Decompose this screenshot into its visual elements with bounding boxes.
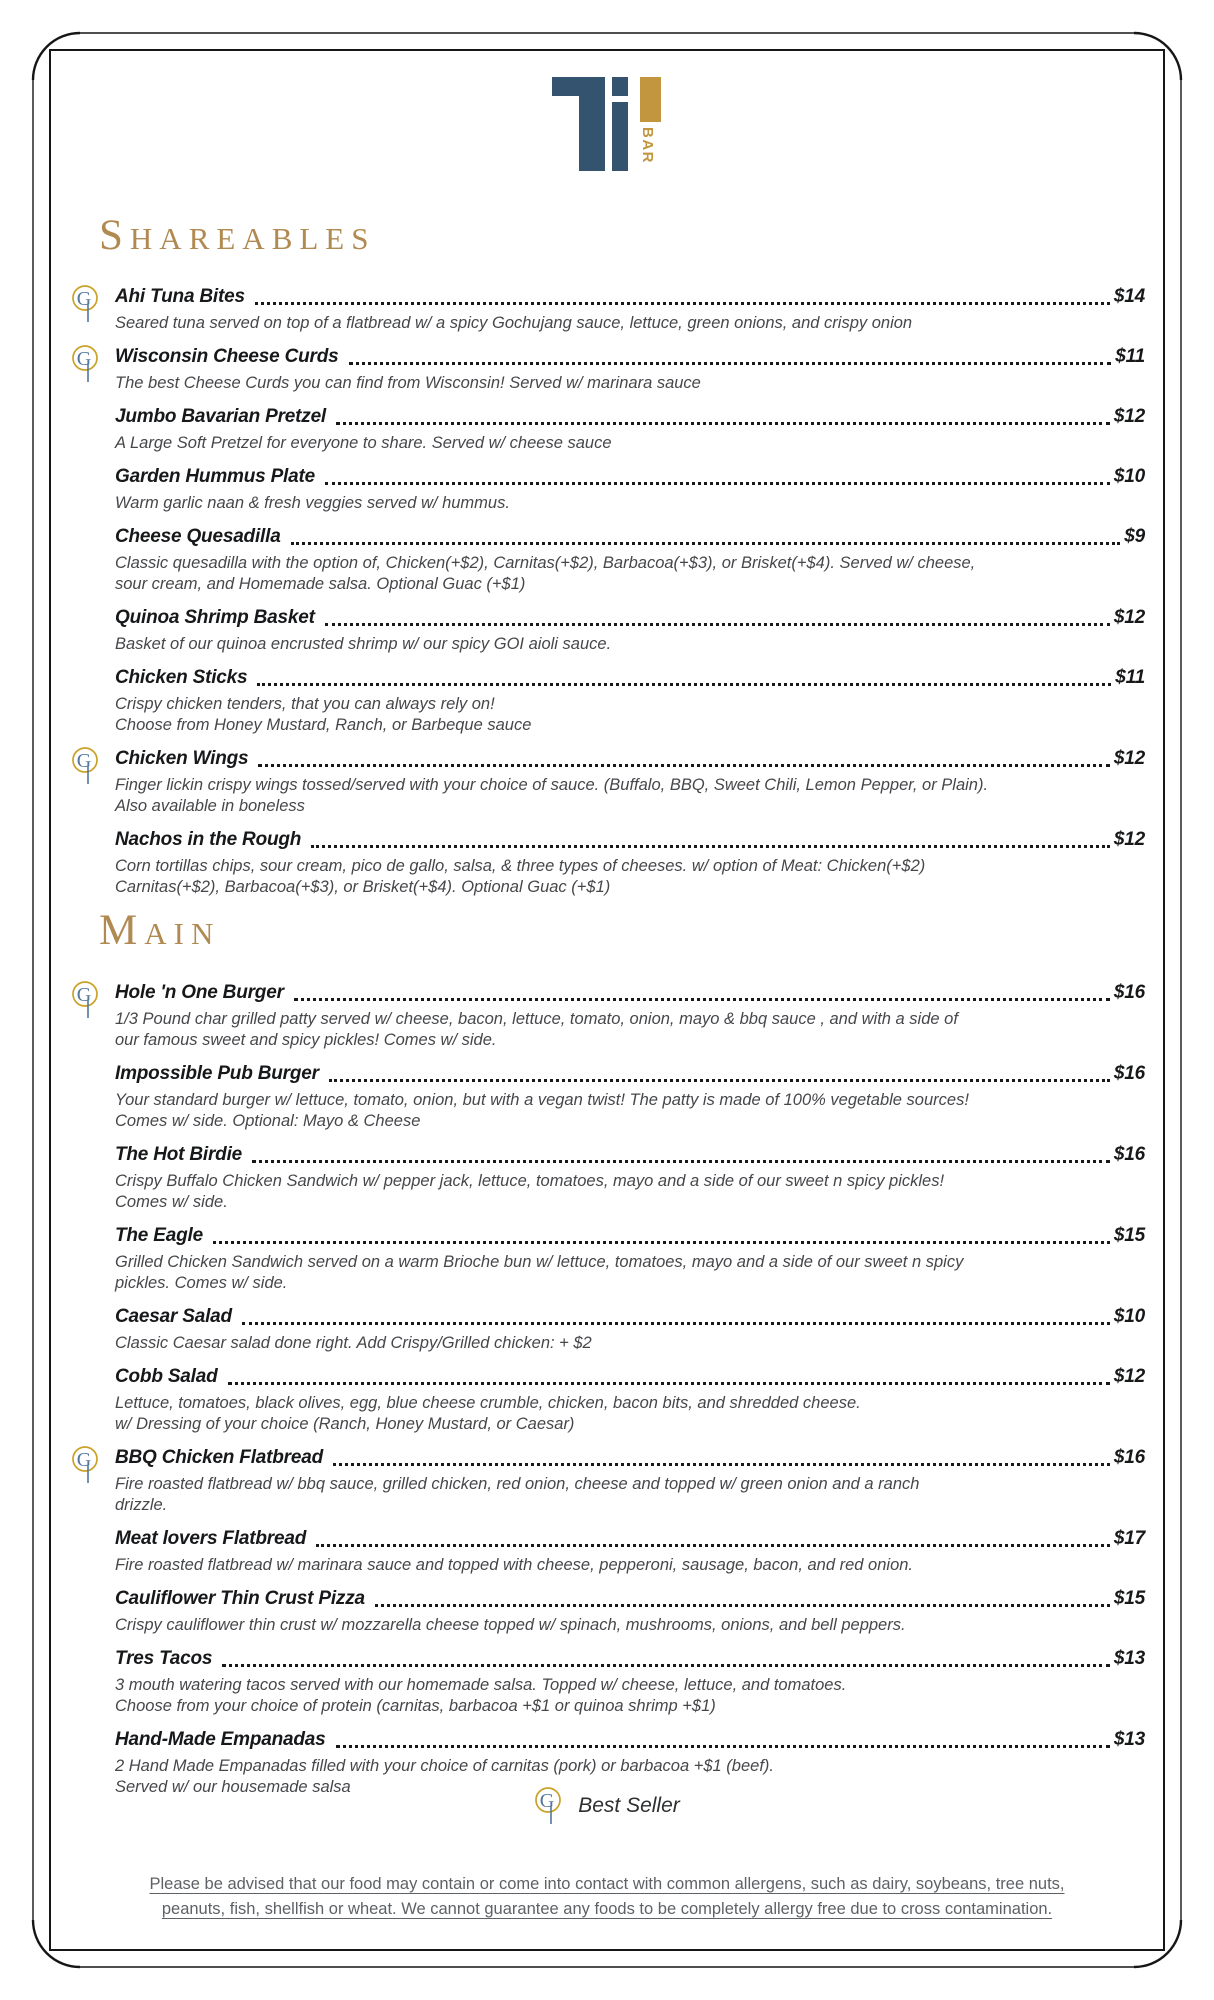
item-title-line [115,604,1145,632]
item-name: Meat lovers Flatbread [115,1527,307,1549]
item-name: Caesar Salad [115,1305,232,1327]
menu-content [76,208,1145,1807]
menu-item [115,1141,1145,1213]
item-description [115,1252,1145,1294]
dotted-leader [325,623,1110,626]
menu-item [115,1222,1145,1294]
best-seller-icon [71,1445,101,1485]
best-seller-icon [534,1786,564,1826]
item-price: $11 [1115,667,1145,689]
menu-item [115,826,1145,898]
svg-text:G: G [76,983,92,1006]
item-description-line: Choose from Honey Mustard, Ranch, or Barbeque sauce [115,716,532,735]
item-title-line [115,403,1145,431]
item-name: Cauliflower Thin Crust Pizza [115,1587,365,1609]
menu-item [76,1444,1145,1516]
item-price: $16 [1113,981,1145,1003]
item-name: Impossible Pub Burger [115,1062,319,1084]
svg-text:G: G [76,750,92,773]
dotted-leader [255,302,1110,305]
item-description [115,1675,1145,1717]
item-title-line [115,343,1145,371]
item-price: $10 [1113,1305,1145,1327]
dotted-leader [311,845,1110,848]
best-seller-icon [71,344,101,384]
item-description [115,1615,1145,1636]
item-description [115,1090,1145,1132]
best-seller-icon [71,284,101,324]
item-title-line [115,463,1145,491]
best-seller-label: Best Seller [578,1794,680,1817]
item-description-line: w/ Dressing of your choice (Ranch, Honey Mustard, or Caesar) [115,1414,575,1433]
item-price: $16 [1113,1143,1145,1165]
item-description-line: Served w/ our housemade salsa [115,1777,351,1796]
item-title-line [115,1726,1145,1754]
item-description-line: drizzle. [115,1495,168,1514]
item-price: $13 [1113,1647,1145,1669]
item-name: Garden Hummus Plate [115,466,315,488]
item-description-line: Finger lickin crispy wings tossed/served with your choice of sauce. (Buffalo, BBQ, Sweet Chili, Lemon Pepper, or Plain). [115,776,989,795]
logo-bar-text: BAR [639,127,656,164]
logo-gold-bar [640,77,661,122]
item-description-line: Basket of our quinoa encrusted shrimp w/ our spicy GOI aioli sauce. [115,635,612,654]
item-description-line: Warm garlic naan & fresh veggies served w/ hummus. [115,494,510,513]
item-name: The Hot Birdie [115,1143,243,1165]
item-name: Tres Tacos [115,1647,213,1669]
item-title-line [115,1303,1145,1331]
item-description-line: Crispy chicken tenders, that you can always rely on! [115,695,495,714]
item-description [115,1171,1145,1213]
dotted-leader [349,362,1112,365]
item-title-line [115,1645,1145,1673]
menu-item [115,1060,1145,1132]
dotted-leader [228,1382,1110,1385]
item-title-line [115,826,1145,854]
best-seller-icon [71,746,101,786]
dotted-leader [257,683,1111,686]
item-description-line: Crispy Buffalo Chicken Sandwich w/ pepper jack, lettuce, tomatoes, mayo and a side of our sweet n spicy pickles! [115,1171,945,1190]
item-description [115,313,1145,334]
item-description [115,775,1145,817]
item-description-line: Comes w/ side. Optional: Mayo & Cheese [115,1111,421,1130]
menu-item [115,604,1145,655]
dotted-leader [316,1544,1110,1547]
item-title-line [115,745,1145,773]
item-name: Quinoa Shrimp Basket [115,607,315,629]
item-name: Ahi Tuna Bites [115,286,245,308]
item-description [115,433,1145,454]
item-description-line: Classic quesadilla with the option of, Chicken(+$2), Carnitas(+$2), Barbacoa(+$3), or Brisket(+$4). Served w/ cheese, [115,554,976,573]
dotted-leader [375,1604,1110,1607]
item-price: $15 [1113,1224,1145,1246]
item-description-line: A Large Soft Pretzel for everyone to share. Served w/ cheese sauce [115,434,612,453]
item-description [115,1555,1145,1576]
item-description [115,694,1145,736]
item-description [115,373,1145,394]
menu-item [115,1363,1145,1435]
item-name: Cobb Salad [115,1365,218,1387]
item-title-line [115,1585,1145,1613]
item-title-line [115,664,1145,692]
item-title-line [115,979,1145,1007]
item-name: Nachos in the Rough [115,829,302,851]
disclaimer-line-1: Please be advised that our food may contain or come into contact with common allergens, such as dairy, soybeans, tree nuts, [149,1875,1065,1893]
item-description-line: Choose from your choice of protein (carnitas, barbacoa +$1 or quinoa shrimp +$1) [115,1696,716,1715]
menu-section [76,907,1145,1797]
item-price: $14 [1113,286,1145,308]
item-description-line: 2 Hand Made Empanadas filled with your choice of carnitas (pork) or barbacoa +$1 (beef). [115,1756,774,1775]
section-title: SHAREABLES [99,212,376,259]
allergen-disclaimer [107,1872,1107,1922]
item-price: $16 [1113,1062,1145,1084]
item-description-line: Carnitas(+$2), Barbacoa(+$3), or Brisket(+$4). Optional Guac (+$1) [115,878,611,897]
section-title: MAIN [99,907,221,955]
item-name: The Eagle [115,1224,203,1246]
item-description-line: sour cream, and Homemade salsa. Optional Guac (+$1) [115,575,526,594]
item-description [115,1474,1145,1516]
ti-bar-logo [552,64,662,188]
item-price: $12 [1113,1365,1145,1387]
item-title-line [115,283,1145,311]
menu-item [115,664,1145,736]
item-price: $12 [1113,748,1145,770]
best-seller-legend [0,1786,1214,1826]
menu-item [115,523,1145,595]
item-description-line: pickles. Comes w/ side. [115,1273,288,1292]
item-description-line: Grilled Chicken Sandwich served on a warm Brioche bun w/ lettuce, tomatoes, mayo and a side of our sweet n spicy [115,1252,964,1271]
item-description [115,634,1145,655]
item-description-line: Classic Caesar salad done right. Add Crispy/Grilled chicken: + $2 [115,1333,592,1352]
item-description-line: our famous sweet and spicy pickles! Comes w/ side. [115,1030,497,1049]
item-description-line: Lettuce, tomatoes, black olives, egg, blue cheese crumble, chicken, bacon bits, and shredded cheese. [115,1393,861,1412]
dotted-leader [258,764,1109,767]
logo-i-stem [612,102,628,171]
item-description [115,1009,1145,1051]
item-description [115,1333,1145,1354]
menu-item [115,1303,1145,1354]
dotted-leader [291,542,1121,545]
item-description-line: Your standard burger w/ lettuce, tomato, onion, but with a vegan twist! The patty is made of 100% vegetable sources! [115,1090,969,1109]
item-price: $12 [1113,829,1145,851]
item-price: $12 [1113,607,1145,629]
dotted-leader [336,1745,1110,1748]
item-name: Hole 'n One Burger [115,981,284,1003]
dotted-leader [242,1322,1110,1325]
menu-item [115,1525,1145,1576]
dotted-leader [325,482,1110,485]
item-price: $17 [1113,1527,1145,1549]
item-description-line: Fire roasted flatbread w/ marinara sauce and topped with cheese, pepperoni, sausage, bacon, and red onion. [115,1555,914,1574]
item-description-line: Corn tortillas chips, sour cream, pico de gallo, salsa, & three types of cheeses. w/ option of Meat: Chicken(+$2) [115,857,926,876]
item-description-line: 3 mouth watering tacos served with our homemade salsa. Topped w/ cheese, lettuce, and tomatoes. [115,1675,847,1694]
item-title-line [115,1525,1145,1553]
item-description [115,493,1145,514]
dotted-leader [213,1241,1110,1244]
item-description-line: The best Cheese Curds you can find from Wisconsin! Served w/ marinara sauce [115,374,701,393]
logo-i-dot [612,77,628,96]
item-title-line [115,523,1145,551]
dotted-leader [294,998,1110,1001]
svg-text:G: G [76,288,92,311]
item-price: $15 [1113,1587,1145,1609]
item-name: Hand-Made Empanadas [115,1728,326,1750]
best-seller-icon [71,980,101,1020]
item-description-line: Fire roasted flatbread w/ bbq sauce, grilled chicken, red onion, cheese and topped w/ green onion and a ranch [115,1474,920,1493]
item-name: Chicken Sticks [115,667,248,689]
logo-container [0,64,1214,188]
item-description-line: Seared tuna served on top of a flatbread w/ a spicy Gochujang sauce, lettuce, green onions, and crispy onion [115,314,913,333]
item-description-line: Also available in boneless [115,797,305,816]
item-description [115,856,1145,898]
dotted-leader [333,1463,1110,1466]
item-name: Wisconsin Cheese Curds [115,346,339,368]
menu-item [76,343,1145,394]
item-name: BBQ Chicken Flatbread [115,1446,324,1468]
item-price: $9 [1124,526,1145,548]
item-title-line [115,1363,1145,1391]
logo-t-glyph [552,77,605,171]
item-description-line: 1/3 Pound char grilled patty served w/ cheese, bacon, lettuce, tomato, onion, mayo & bbq sauce , and with a side of [115,1009,958,1028]
dotted-leader [222,1664,1110,1667]
item-price: $12 [1113,406,1145,428]
item-title-line [115,1060,1145,1088]
menu-item [115,403,1145,454]
dotted-leader [336,422,1110,425]
svg-text:G: G [76,348,92,371]
disclaimer-line-2: peanuts, fish, shellfish or wheat. We cannot guarantee any foods to be completely allergy free due to cross contamination. [161,1900,1053,1918]
item-name: Cheese Quesadilla [115,526,281,548]
item-price: $10 [1113,466,1145,488]
item-title-line [115,1141,1145,1169]
item-description [115,553,1145,595]
item-title-line [115,1444,1145,1472]
item-price: $11 [1115,346,1145,368]
menu-item [76,745,1145,817]
menu-item [76,979,1145,1051]
item-title-line [115,1222,1145,1250]
menu-item [115,1585,1145,1636]
dotted-leader [252,1160,1110,1163]
item-price: $13 [1113,1728,1145,1750]
svg-text:G: G [76,1448,92,1471]
menu-section [76,212,1145,898]
item-name: Chicken Wings [115,748,249,770]
dotted-leader [329,1079,1110,1082]
svg-text:G: G [539,1790,555,1812]
item-description-line: Comes w/ side. [115,1192,228,1211]
menu-item [76,283,1145,334]
menu-item [115,1645,1145,1717]
item-name: Jumbo Bavarian Pretzel [115,406,327,428]
item-description [115,1393,1145,1435]
menu-item [115,463,1145,514]
item-description-line: Crispy cauliflower thin crust w/ mozzarella cheese topped w/ spinach, mushrooms, onions, and bell peppers. [115,1615,906,1634]
item-price: $16 [1113,1446,1145,1468]
